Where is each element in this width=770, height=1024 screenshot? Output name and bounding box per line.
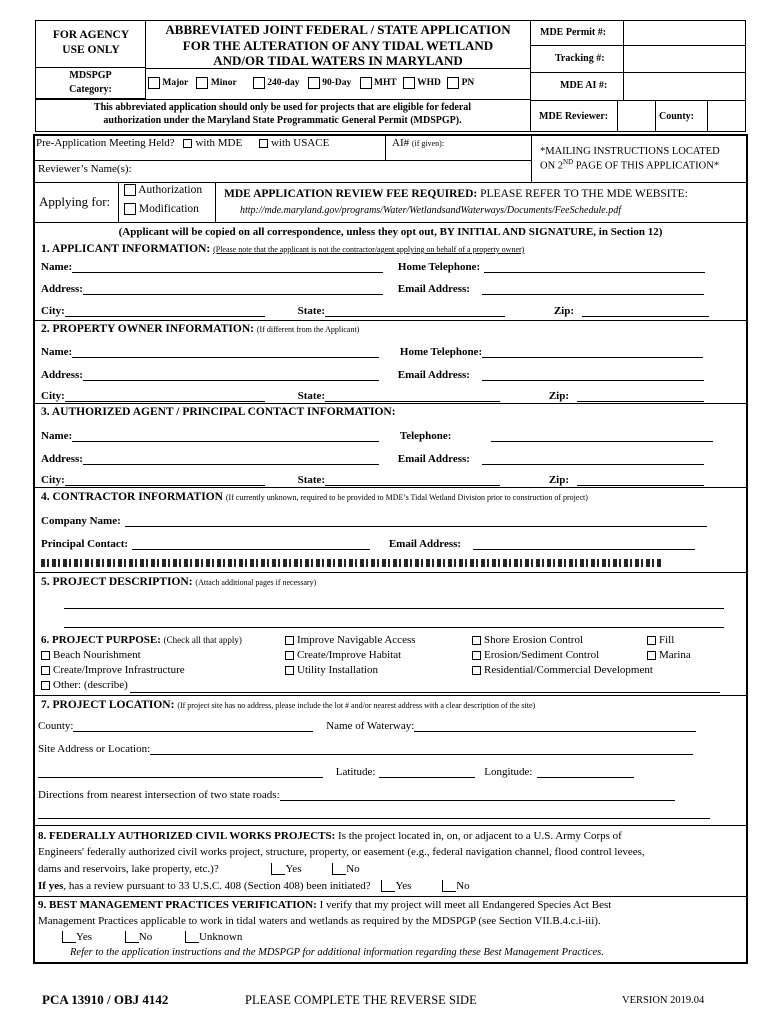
reviewers-field[interactable] bbox=[150, 162, 530, 182]
s6-title-row bbox=[41, 634, 242, 646]
modification-option bbox=[124, 203, 199, 215]
s7-county-label: County: bbox=[38, 720, 74, 732]
form-title-2: FOR THE ALTERATION OF ANY TIDAL WETLAND bbox=[182, 38, 494, 53]
s8-review-yes-label: Yes bbox=[395, 880, 412, 892]
s5-title bbox=[41, 576, 316, 588]
s1-city-row bbox=[41, 305, 709, 317]
s8-review-no-label: No bbox=[456, 880, 470, 892]
s2-name-field[interactable] bbox=[72, 346, 379, 358]
s1-name-field[interactable] bbox=[72, 261, 383, 273]
infrastructure-label: Create/Improve Infrastructure bbox=[53, 664, 185, 676]
s7-site-row bbox=[38, 743, 693, 755]
mailing-line-2 bbox=[540, 158, 719, 172]
s7-directions-row bbox=[38, 789, 675, 801]
240-day-checkbox[interactable] bbox=[253, 77, 265, 89]
s7-lat-label: Latitude: bbox=[335, 766, 376, 778]
s9-title: 9. BEST MANAGEMENT PRACTICES VERIFICATION: bbox=[38, 899, 317, 911]
s6-bottom-rule bbox=[35, 695, 746, 696]
pn-label: PN bbox=[461, 78, 475, 89]
s2-city-label: City: bbox=[41, 390, 65, 402]
s3-state-field[interactable] bbox=[325, 474, 500, 486]
copied-note: (Applicant will be copied on all correspondence, unless they opt out, BY INITIAL AND SIGNATURE, in Section 12) bbox=[118, 226, 663, 238]
s7-site-label: Site Address or Location: bbox=[38, 743, 151, 755]
s3-bottom-rule bbox=[35, 487, 746, 488]
mailing-line-2a: ON 2 bbox=[540, 160, 564, 172]
s9-unknown-checkbox[interactable] bbox=[185, 931, 199, 943]
s7-directions-label: Directions from nearest intersection of two state roads: bbox=[38, 789, 280, 801]
s1-zip-field[interactable] bbox=[582, 305, 709, 317]
s6-opt9 bbox=[285, 664, 378, 676]
category-divider bbox=[35, 99, 530, 100]
s8-no-checkbox[interactable] bbox=[332, 863, 346, 875]
s6-opt2 bbox=[472, 634, 583, 646]
s3-name-field[interactable] bbox=[72, 430, 379, 442]
s2-name-label: Name: bbox=[41, 346, 73, 358]
beach-nourishment-checkbox[interactable] bbox=[41, 651, 50, 660]
s1-name-row bbox=[41, 261, 705, 273]
s8-bottom-rule bbox=[35, 896, 746, 897]
s1-title bbox=[41, 243, 524, 255]
s2-address-label: Address: bbox=[41, 369, 83, 381]
modification-label: Modification bbox=[138, 203, 199, 215]
residential-label: Residential/Commercial Development bbox=[484, 664, 653, 676]
s7-long-field[interactable] bbox=[537, 766, 634, 778]
s6-opt11 bbox=[41, 679, 128, 691]
s1-email-field[interactable] bbox=[482, 283, 704, 295]
s9-text-1: I verify that my project will meet all Endangered Species Act Best bbox=[316, 899, 612, 911]
category-label-2: Category: bbox=[69, 84, 112, 95]
s2-email-field[interactable] bbox=[482, 369, 704, 381]
marina-label: Marina bbox=[659, 649, 691, 661]
s1-city-label: City: bbox=[41, 305, 65, 317]
s8-no-label: No bbox=[346, 863, 360, 875]
s4-title bbox=[41, 491, 588, 503]
s2-email-label: Email Address: bbox=[397, 369, 470, 381]
s7-waterway-field[interactable] bbox=[414, 720, 696, 732]
authorization-option bbox=[124, 184, 202, 196]
s4-company-row bbox=[41, 515, 707, 527]
s3-email-field[interactable] bbox=[482, 453, 704, 465]
s6-opt10 bbox=[472, 664, 653, 676]
other-describe-field[interactable] bbox=[130, 692, 720, 693]
s3-city-field[interactable] bbox=[65, 474, 265, 486]
s7-site-field[interactable] bbox=[150, 743, 693, 755]
agency-label: FOR AGENCY USE ONLY bbox=[52, 29, 130, 56]
other-label: Other: (describe) bbox=[53, 679, 128, 691]
erosion-sediment-checkbox[interactable] bbox=[472, 651, 481, 660]
notice-line-1: This abbreviated application should only be used for projects that are eligible for federal bbox=[93, 102, 472, 113]
s4-email-label: Email Address: bbox=[388, 538, 462, 550]
s1-zip-label: Zip: bbox=[553, 305, 575, 317]
fee-required: MDE APPLICATION REVIEW FEE REQUIRED: bbox=[224, 188, 478, 200]
footer-form-id: PCA 13910 / OBJ 4142 bbox=[42, 992, 169, 1007]
major-label: Major bbox=[162, 78, 189, 89]
s7-waterway-label: Name of Waterway: bbox=[326, 720, 415, 732]
s8-text-3: dams and reservoirs, lake property, etc.)? bbox=[38, 863, 219, 875]
s3-title: 3. AUTHORIZED AGENT / PRINCIPAL CONTACT INFORMATION: bbox=[41, 406, 396, 418]
shore-erosion-checkbox[interactable] bbox=[472, 636, 481, 645]
s3-email-label: Email Address: bbox=[397, 453, 470, 465]
reviewer-label: MDE Reviewer: bbox=[539, 111, 609, 122]
s1-address-field[interactable] bbox=[83, 283, 383, 295]
reviewers-label: Reviewer’s Name(s): bbox=[38, 163, 132, 175]
s9-line-1 bbox=[38, 899, 611, 911]
authorization-checkbox[interactable] bbox=[124, 184, 136, 196]
category-label-1: MDSPGP bbox=[69, 70, 112, 81]
fee-url[interactable]: http://mde.maryland.gov/programs/Water/WetlandsandWaterways/Documents/FeeSchedule.pdf bbox=[240, 205, 621, 216]
category-options bbox=[148, 77, 474, 89]
preapp-divider bbox=[35, 160, 531, 161]
s2-home-label: Home Telephone: bbox=[399, 346, 483, 358]
fill-label: Fill bbox=[659, 634, 675, 646]
s3-address-label: Address: bbox=[41, 453, 83, 465]
preapp-ai-field[interactable] bbox=[460, 137, 530, 157]
minor-checkbox[interactable] bbox=[196, 77, 208, 89]
s8-title: 8. FEDERALLY AUTHORIZED CIVIL WORKS PROJECTS: bbox=[38, 830, 336, 842]
s6-note: (Check all that apply) bbox=[163, 635, 242, 645]
permit-label: MDE Permit #: bbox=[540, 27, 607, 38]
s7-directions-field[interactable] bbox=[280, 789, 675, 801]
s3-address-field[interactable] bbox=[83, 453, 379, 465]
preapp-row bbox=[36, 137, 329, 149]
s8-line-3 bbox=[38, 863, 360, 875]
s1-address-row bbox=[41, 283, 704, 295]
modification-checkbox[interactable] bbox=[124, 203, 136, 215]
s1-bottom-rule bbox=[35, 320, 746, 321]
s7-extra-line[interactable] bbox=[38, 818, 710, 819]
applying-bottom-rule bbox=[35, 222, 746, 223]
shore-erosion-label: Shore Erosion Control bbox=[484, 634, 583, 646]
ai-field[interactable] bbox=[624, 73, 745, 100]
240-day-label: 240-day bbox=[267, 78, 300, 89]
s2-name-row bbox=[41, 346, 703, 358]
s9-text-2: Management Practices applicable to work in tidal waters and wetlands as required by the MDSPGP (see Section VII.B.4.c.i-iii). bbox=[38, 915, 601, 927]
s5-line-2[interactable] bbox=[64, 627, 724, 628]
s1-city-field[interactable] bbox=[65, 305, 265, 317]
s4-principal-field[interactable] bbox=[132, 538, 370, 550]
90-day-checkbox[interactable] bbox=[308, 77, 320, 89]
improve-navigable-checkbox[interactable] bbox=[285, 636, 294, 645]
s2-title bbox=[41, 323, 359, 335]
footer-reverse: PLEASE COMPLETE THE REVERSE SIDE bbox=[245, 993, 477, 1007]
s9-options bbox=[62, 931, 242, 943]
garbled-artifact-line bbox=[41, 559, 661, 567]
s1-note: (Please note that the applicant is not the contractor/agent applying on behalf of a property owner) bbox=[213, 245, 525, 254]
s4-email-field[interactable] bbox=[473, 538, 695, 550]
fee-refer: PLEASE REFER TO THE MDE WEBSITE: bbox=[477, 188, 688, 200]
s1-home-field[interactable] bbox=[484, 261, 705, 273]
s6-opt5 bbox=[285, 649, 401, 661]
s1-state-field[interactable] bbox=[325, 305, 505, 317]
s1-email-label: Email Address: bbox=[397, 283, 470, 295]
s7-title-text: 7. PROJECT LOCATION: bbox=[41, 699, 175, 711]
s3-name-label: Name: bbox=[41, 430, 73, 442]
utility-checkbox[interactable] bbox=[285, 666, 294, 675]
mailing-line-2b: PAGE OF THIS APPLICATION* bbox=[573, 160, 720, 172]
mht-label: MHT bbox=[373, 78, 397, 89]
s3-tel-field[interactable] bbox=[491, 430, 713, 442]
s7-county-field[interactable] bbox=[73, 720, 313, 732]
s7-long-label: Longitude: bbox=[484, 766, 533, 778]
s6-opt6 bbox=[472, 649, 599, 661]
preapp-ai-label: AI# bbox=[392, 137, 410, 149]
s8-line-1 bbox=[38, 830, 622, 842]
with-usace-checkbox[interactable] bbox=[259, 139, 268, 148]
s8-text-1: Is the project located in, on, or adjacent to a U.S. Army Corps of bbox=[335, 830, 622, 842]
s1-state-label: State: bbox=[297, 305, 326, 317]
s8-yes-label: Yes bbox=[285, 863, 302, 875]
county-label: County: bbox=[659, 111, 695, 122]
form-title-3: AND/OR TIDAL WATERS IN MARYLAND bbox=[213, 53, 463, 68]
s6-opt4 bbox=[41, 649, 141, 661]
s6-title: 6. PROJECT PURPOSE: bbox=[41, 634, 161, 646]
erosion-sediment-label: Erosion/Sediment Control bbox=[484, 649, 600, 661]
with-mde-label: with MDE bbox=[195, 137, 243, 149]
s9-yes-label: Yes bbox=[76, 931, 93, 943]
ai-label: MDE AI #: bbox=[560, 80, 608, 91]
s4-principal-row bbox=[41, 538, 695, 550]
s8-text-2: Engineers' federally authorized civil works project, structure, property, or easement (e.g., federal navigation channel, flood control levees, bbox=[38, 846, 645, 858]
s2-zip-field[interactable] bbox=[577, 390, 704, 402]
permit-field[interactable] bbox=[624, 21, 745, 45]
s8-review: , has a review pursuant to 33 U.S.C. 408 (Section 408) been initiated? bbox=[63, 880, 371, 892]
tracking-field[interactable] bbox=[624, 46, 745, 72]
s3-zip-label: Zip: bbox=[548, 474, 570, 486]
create-habitat-label: Create/Improve Habitat bbox=[297, 649, 402, 661]
s2-address-field[interactable] bbox=[83, 369, 379, 381]
beach-nourishment-label: Beach Nourishment bbox=[53, 649, 141, 661]
create-habitat-checkbox[interactable] bbox=[285, 651, 294, 660]
notice-line-2: authorization under the Maryland State Programmatic General Permit (MDSPGP). bbox=[103, 115, 462, 126]
whd-label: WHD bbox=[417, 78, 441, 89]
s5-title-text: 5. PROJECT DESCRIPTION: bbox=[41, 576, 193, 588]
s3-state-label: State: bbox=[297, 474, 326, 486]
s8-if-yes: If yes bbox=[38, 880, 64, 892]
s3-city-row bbox=[41, 474, 704, 486]
with-usace-label: with USACE bbox=[270, 137, 330, 149]
s6-opt8 bbox=[41, 664, 185, 676]
s9-unknown-label: Unknown bbox=[198, 931, 243, 943]
authorization-label: Authorization bbox=[138, 184, 203, 196]
s7-county-row bbox=[38, 720, 696, 732]
s2-title-text: 2. PROPERTY OWNER INFORMATION: bbox=[41, 323, 254, 335]
footer-version: VERSION 2019.04 bbox=[622, 995, 705, 1006]
s3-zip-field[interactable] bbox=[577, 474, 704, 486]
applying-label: Applying for: bbox=[39, 194, 111, 209]
s4-title-text: 4. CONTRACTOR INFORMATION bbox=[41, 491, 223, 503]
s3-tel-label: Telephone: bbox=[399, 430, 452, 442]
s9-no-checkbox[interactable] bbox=[125, 931, 139, 943]
s2-state-label: State: bbox=[297, 390, 326, 402]
s2-note: (If different from the Applicant) bbox=[256, 325, 360, 334]
s7-bottom-rule bbox=[35, 825, 746, 826]
s2-city-row bbox=[41, 390, 704, 402]
s9-refer: Refer to the application instructions and the MDSPGP for additional information regarding these Best Management Practices. bbox=[70, 947, 604, 958]
s4-bottom-rule bbox=[35, 572, 746, 573]
s2-state-field[interactable] bbox=[325, 390, 500, 402]
s7-note: (If project site has no address, please include the lot # and/or nearest address with a clear description of the site) bbox=[177, 701, 536, 710]
s4-company-label: Company Name: bbox=[41, 515, 121, 527]
s1-title-text: 1. APPLICANT INFORMATION: bbox=[41, 243, 211, 255]
s5-line-1[interactable] bbox=[64, 608, 724, 609]
pn-checkbox[interactable] bbox=[447, 77, 459, 89]
fee-line bbox=[224, 188, 688, 200]
improve-navigable-label: Improve Navigable Access bbox=[297, 634, 416, 646]
s2-zip-label: Zip: bbox=[548, 390, 570, 402]
s2-city-field[interactable] bbox=[65, 390, 265, 402]
s4-note: (If currently unknown, required to be provided to MDE’s Tidal Wetland Division prior to construction of project) bbox=[225, 493, 588, 502]
fill-checkbox[interactable] bbox=[647, 636, 656, 645]
s7-extra-field[interactable] bbox=[38, 766, 323, 778]
marina-checkbox[interactable] bbox=[647, 651, 656, 660]
preapp-label: Pre-Application Meeting Held? bbox=[36, 137, 175, 149]
minor-label: Minor bbox=[210, 78, 237, 89]
s5-note: (Attach additional pages if necessary) bbox=[195, 578, 317, 587]
s8-yes-checkbox[interactable] bbox=[271, 863, 285, 875]
title-divider bbox=[146, 68, 530, 69]
s2-home-field[interactable] bbox=[482, 346, 703, 358]
s7-latlong-row bbox=[38, 766, 634, 778]
tracking-label: Tracking #: bbox=[555, 53, 605, 64]
preapp-ai-note: (if given): bbox=[411, 139, 445, 148]
s7-lat-field[interactable] bbox=[379, 766, 475, 778]
s6-opt3 bbox=[647, 634, 674, 646]
s4-principal-label: Principal Contact: bbox=[41, 538, 129, 550]
s3-city-label: City: bbox=[41, 474, 65, 486]
other-checkbox[interactable] bbox=[41, 681, 50, 690]
major-checkbox[interactable] bbox=[148, 77, 160, 89]
utility-label: Utility Installation bbox=[297, 664, 378, 676]
s9-no-label: No bbox=[138, 931, 153, 943]
s1-address-label: Address: bbox=[41, 283, 83, 295]
s2-address-row bbox=[41, 369, 704, 381]
infrastructure-checkbox[interactable] bbox=[41, 666, 50, 675]
mailing-line-1: *MAILING INSTRUCTIONS LOCATED bbox=[540, 146, 720, 157]
s2-bottom-rule bbox=[35, 403, 746, 404]
s8-line-4 bbox=[38, 880, 470, 892]
s6-opt7 bbox=[647, 649, 691, 661]
residential-checkbox[interactable] bbox=[472, 666, 481, 675]
whd-checkbox[interactable] bbox=[403, 77, 415, 89]
s3-address-row bbox=[41, 453, 704, 465]
reviewer-field[interactable] bbox=[617, 101, 655, 131]
mht-checkbox[interactable] bbox=[360, 77, 372, 89]
s8-review-yes-checkbox[interactable] bbox=[381, 880, 395, 892]
90-day-label: 90-Day bbox=[322, 78, 352, 89]
form-title-1: ABBREVIATED JOINT FEDERAL / STATE APPLICATION bbox=[165, 22, 511, 37]
s8-review-no-checkbox[interactable] bbox=[442, 880, 456, 892]
s1-name-label: Name: bbox=[41, 261, 73, 273]
mailing-sup: ND bbox=[563, 158, 574, 166]
preapp-ai bbox=[392, 137, 444, 149]
county-field[interactable] bbox=[707, 101, 745, 131]
s4-company-field[interactable] bbox=[125, 515, 707, 527]
s1-home-label: Home Telephone: bbox=[397, 261, 481, 273]
s7-title bbox=[41, 699, 535, 711]
s3-name-row bbox=[41, 430, 713, 442]
s6-opt1 bbox=[285, 634, 416, 646]
s9-yes-checkbox[interactable] bbox=[62, 931, 76, 943]
with-mde-checkbox[interactable] bbox=[183, 139, 192, 148]
